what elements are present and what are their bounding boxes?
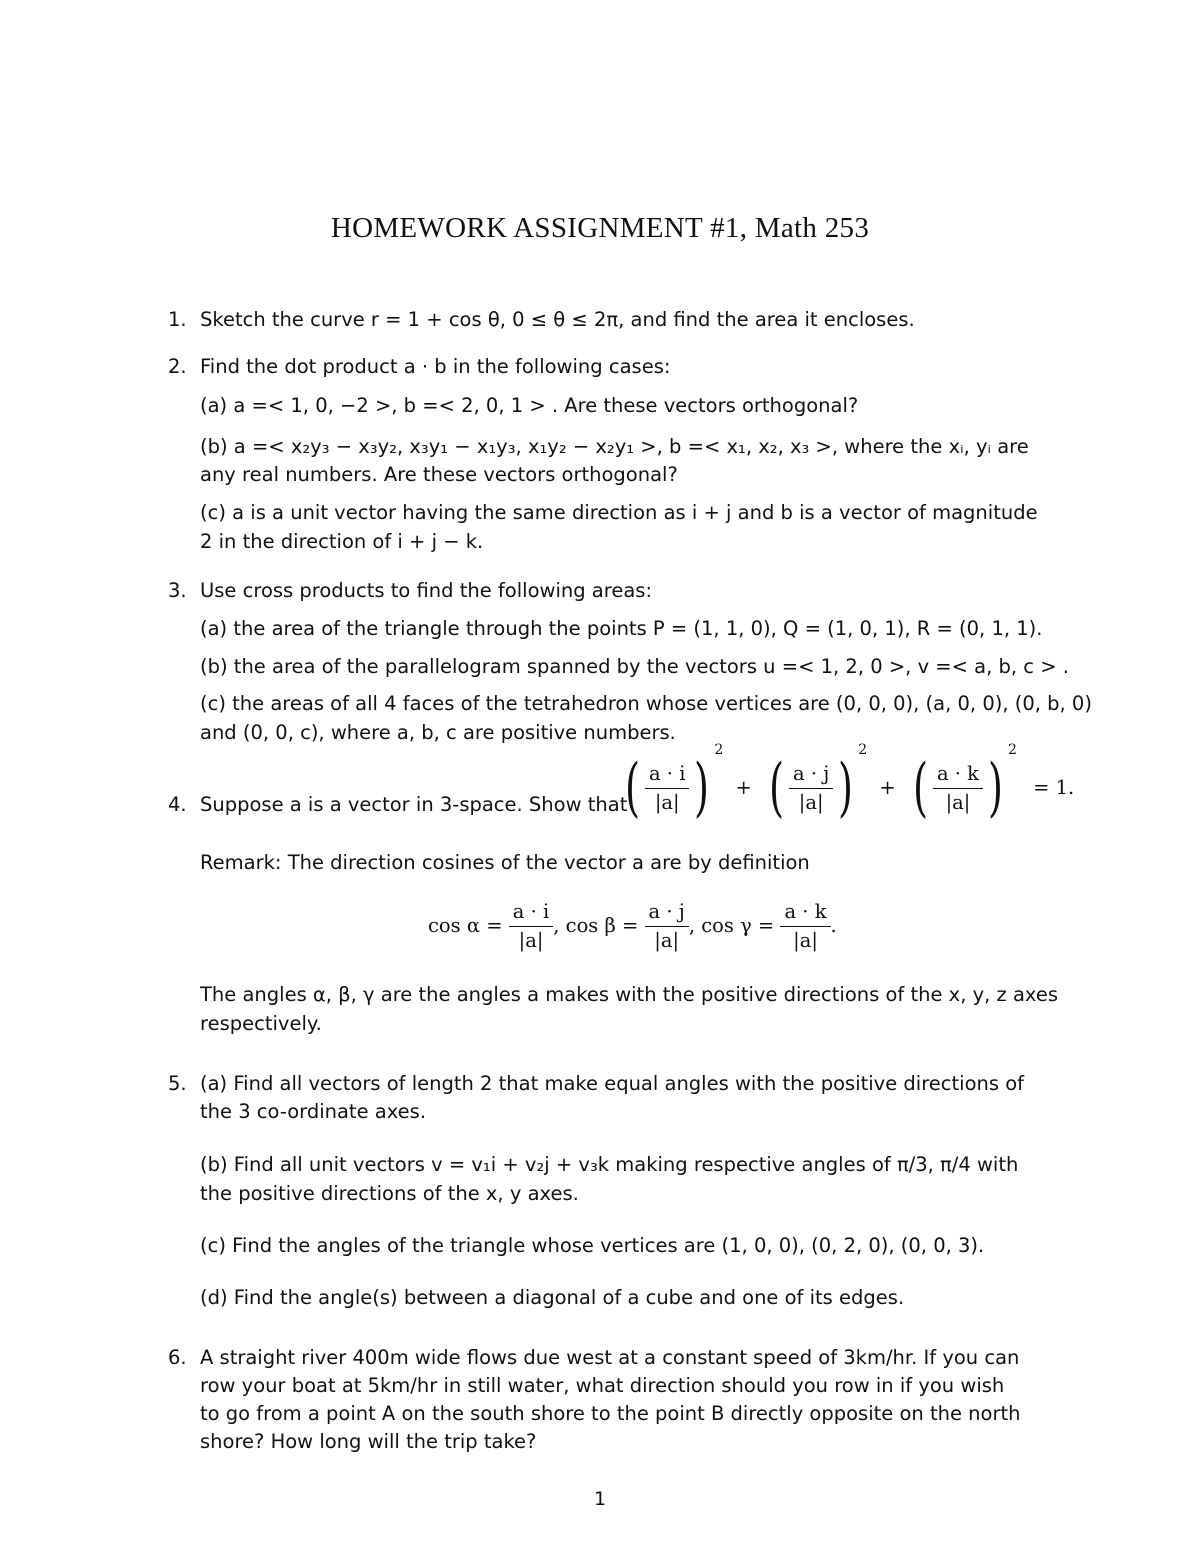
fraction-cos-alpha: $\frac{a \cdot i}{|a|}$ — [509, 898, 553, 955]
problem-2c-line2: 2 in the direction of i + j − k. — [200, 530, 484, 553]
problem-4-angles-line2: respectively. — [200, 1012, 322, 1035]
problem-4-remark: Remark: The direction cosines of the vector a are by definition — [200, 851, 810, 874]
left-paren: ( — [624, 751, 640, 825]
problem-3c-line1: (c) the areas of all 4 faces of the tetrahedron whose vertices are (0, 0, 0), (a, 0, 0), (0, b, 0) — [200, 692, 1092, 715]
period: . — [830, 914, 837, 937]
problem-3a: (a) the area of the triangle through the points P = (1, 1, 0), Q = (1, 0, 1), R = (0, 1, 1). — [200, 617, 1043, 640]
direction-cosines-formula — [428, 898, 837, 955]
problem-6-line2: row your boat at 5km/hr in still water, what direction should you row in if you wish — [200, 1374, 1005, 1397]
problem-5c: (c) Find the angles of the triangle whose vertices are (1, 0, 0), (0, 2, 0), (0, 0, 3). — [200, 1234, 985, 1257]
plus-sign: + — [735, 775, 752, 799]
problem-2b-line1: (b) a =< x₂y₃ − x₃y₂, x₃y₁ − x₁y₃, x₁y₂ − x₂y₁ >, b =< x₁, x₂, x₃ >, where the xᵢ, yᵢ are — [200, 435, 1029, 458]
fraction-a-dot-k: $\frac{a \cdot k}{|a|}$ — [933, 760, 983, 817]
problem-5a-line2: the 3 co-ordinate axes. — [200, 1100, 427, 1123]
problem-2c-line1: (c) a is a unit vector having the same direction as i + j and b is a vector of magnitude — [200, 501, 1038, 524]
exponent: 2 — [858, 742, 868, 758]
exponent: 2 — [714, 742, 724, 758]
equals-one: = 1. — [1033, 775, 1075, 799]
problem-4-lead: Suppose a is a vector in 3-space. Show that — [200, 793, 628, 816]
cos-gamma-label: , cos γ = — [688, 914, 775, 937]
problem-3-intro: Use cross products to find the following areas: — [200, 579, 653, 602]
left-paren: ( — [912, 751, 928, 825]
problem-5d: (d) Find the angle(s) between a diagonal of a cube and one of its edges. — [200, 1286, 905, 1309]
problem-2b-line2: any real numbers. Are these vectors orthogonal? — [200, 463, 678, 486]
problem-6-line3: to go from a point A on the south shore to the point B directly opposite on the north — [200, 1402, 1021, 1425]
problem-3-number: 3. — [168, 579, 187, 602]
problem-4-angles-line1: The angles α, β, γ are the angles a makes with the positive directions of the x, y, z axes — [200, 983, 1059, 1006]
fraction-cos-beta: $\frac{a \cdot j}{|a|}$ — [645, 898, 689, 955]
problem-5-number: 5. — [168, 1072, 187, 1095]
problem-2-intro: Find the dot product a · b in the following cases: — [200, 355, 671, 378]
problem-5b-line1: (b) Find all unit vectors v = v₁i + v₂j + v₃k making respective angles of π/3, π/4 with — [200, 1153, 1019, 1176]
problem-5b-line2: the positive directions of the x, y axes. — [200, 1182, 579, 1205]
problem-5a-line1: (a) Find all vectors of length 2 that make equal angles with the positive directions of — [200, 1072, 1025, 1095]
exponent: 2 — [1007, 742, 1017, 758]
problem-1-number: 1. — [168, 308, 187, 331]
cos-alpha-label: cos α = — [428, 914, 503, 937]
problem-3c-line2: and (0, 0, c), where a, b, c are positive numbers. — [200, 721, 676, 744]
right-paren: ) — [694, 751, 710, 825]
left-paren: ( — [769, 751, 785, 825]
cos-beta-label: , cos β = — [553, 914, 639, 937]
problem-3b: (b) the area of the parallelogram spanned by the vectors u =< 1, 2, 0 >, v =< a, b, c > . — [200, 655, 1069, 678]
problem-6-line1: A straight river 400m wide flows due west at a constant speed of 3km/hr. If you can — [200, 1346, 1020, 1369]
problem-6-line4: shore? How long will the trip take? — [200, 1430, 537, 1453]
problem-1-text: Sketch the curve r = 1 + cos θ, 0 ≤ θ ≤ 2π, and find the area it encloses. — [200, 308, 915, 331]
right-paren: ) — [838, 751, 854, 825]
page-title: HOMEWORK ASSIGNMENT #1, Math 253 — [330, 212, 870, 244]
plus-sign: + — [879, 775, 896, 799]
problem-4-identity — [620, 742, 1075, 825]
problem-4-number: 4. — [168, 793, 187, 816]
problem-2-number: 2. — [168, 355, 187, 378]
problem-2a: (a) a =< 1, 0, −2 >, b =< 2, 0, 1 > . Are these vectors orthogonal? — [200, 394, 859, 417]
fraction-a-dot-j: $\frac{a \cdot j}{|a|}$ — [789, 760, 833, 817]
page-number: 1 — [593, 1488, 607, 1510]
right-paren: ) — [987, 751, 1003, 825]
problem-6-number: 6. — [168, 1346, 187, 1369]
fraction-cos-gamma: $\frac{a \cdot k}{|a|}$ — [780, 898, 830, 955]
fraction-a-dot-i: $\frac{a \cdot i}{|a|}$ — [645, 760, 689, 817]
